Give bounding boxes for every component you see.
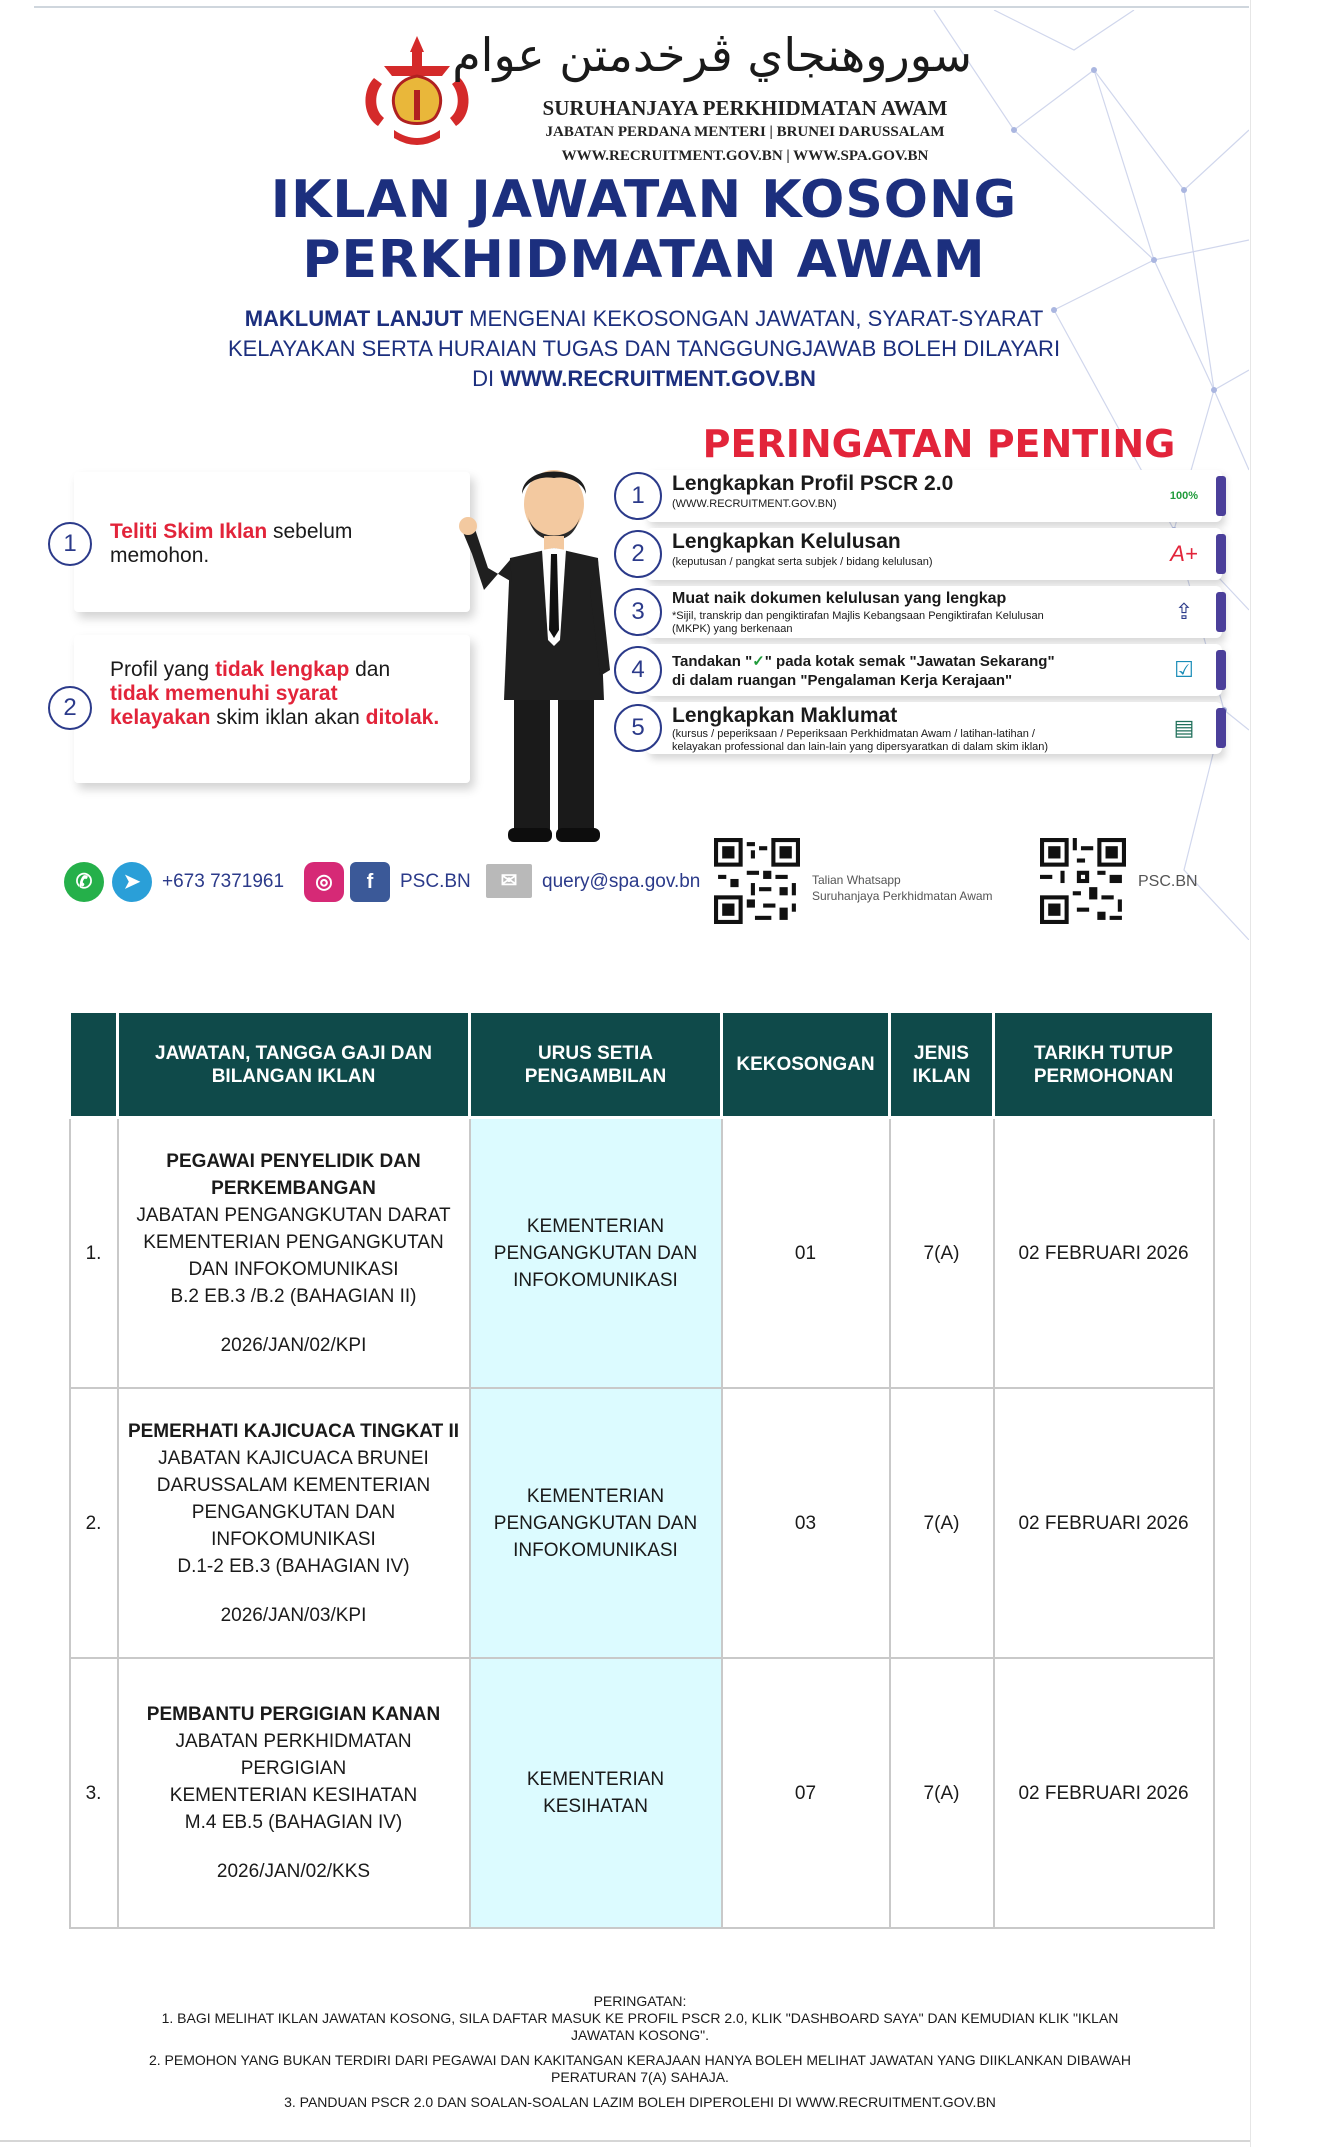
whatsapp-qr-code[interactable] (714, 838, 800, 924)
header-urus-setia: URUS SETIA PENGAMBILAN (470, 1012, 722, 1118)
info-line1-rest: MENGENAI KEKOSONGAN JAWATAN, SYARAT-SYARAT (463, 306, 1044, 331)
urus-setia-cell: KEMENTERIAN PENGANGKUTAN DAN INFOKOMUNIKASI (470, 1118, 722, 1389)
warning-item-bar (1216, 708, 1226, 748)
table-header-row (70, 1012, 1214, 1118)
header-no (70, 1012, 118, 1118)
jenis-iklan-cell: 7(A) (890, 1388, 994, 1658)
jawi-org-title: سوروهنجاي ڤرخدمتن عوام (452, 28, 972, 82)
left-warning-red-2c: ditolak. (365, 706, 440, 729)
tarikh-tutup-cell: 02 FEBRUARI 2026 (994, 1658, 1214, 1928)
bottom-divider (0, 2140, 1250, 2142)
jenis-iklan-cell: 7(A) (890, 1658, 994, 1928)
job-ministry: KEMENTERIAN KESIHATAN (169, 1785, 418, 1806)
whatsapp-icon[interactable]: ✆ (64, 862, 104, 902)
warning-item-bar (1216, 534, 1226, 574)
warning-item-3 (614, 586, 1234, 642)
left-warning-number-1: 1 (48, 522, 92, 566)
vacancy-table (68, 1010, 1215, 1929)
header-kekosongan: KEKOSONGAN (722, 1012, 890, 1118)
warning-item-heading-part1: Tandakan " (672, 653, 753, 670)
header-jenis-iklan: JENIS IKLAN (890, 1012, 994, 1118)
social-handle[interactable]: PSC.BN (400, 871, 471, 892)
spacer (127, 1310, 461, 1332)
instagram-icon[interactable]: ◎ (304, 862, 344, 902)
jawatan-cell (118, 1118, 470, 1389)
grade-a-plus-icon: A+ (1170, 541, 1198, 566)
org-subtitle: JABATAN PERDANA MENTERI | BRUNEI DARUSSALAM (545, 124, 945, 140)
warning-item-heading-part2: " pada kotak semak "Jawatan Sekarang" (764, 653, 1055, 670)
notes-heading: PERINGATAN: (593, 1993, 687, 2009)
note-3: 3. PANDUAN PSCR 2.0 DAN SOALAN-SOALAN LAZIM BOLEH DIPEROLEHI DI WWW.RECRUITMENT.GOV.BN (284, 2094, 996, 2110)
info-line1 (124, 306, 1164, 332)
warning-item-heading-line1 (672, 652, 1055, 670)
warning-item-heading: Lengkapkan Maklumat (672, 704, 898, 727)
urus-setia-cell: KEMENTERIAN KESIHATAN (470, 1658, 722, 1928)
jawatan-cell (118, 1658, 470, 1928)
kekosongan-cell: 03 (722, 1388, 890, 1658)
warning-item-sub: (WWW.RECRUITMENT.GOV.BN) (672, 498, 837, 510)
org-name: SURUHANJAYA PERKHIDMATAN AWAM (542, 96, 948, 120)
warning-item-2 (614, 528, 1234, 584)
psc-qr-caption: PSC.BN (1138, 873, 1198, 890)
urus-setia-cell: KEMENTERIAN PENGANGKUTAN DAN INFOKOMUNIKASI (470, 1388, 722, 1658)
job-reference: 2026/JAN/03/KPI (220, 1604, 367, 1626)
poster-title-line2: PERKHIDMATAN AWAM (302, 230, 986, 290)
qr-caption-line1: Talian Whatsapp (812, 873, 901, 887)
email-icon: ✉ (486, 864, 532, 898)
document-stack-icon: ▤ (1173, 715, 1195, 740)
row-number: 1. (70, 1118, 118, 1389)
warning-item-sub-2: kelayakan professional dan lain-lain yang dipersyaratkan di dalam skim iklan) (672, 741, 1049, 753)
telegram-icon[interactable]: ➤ (112, 862, 152, 902)
email-address[interactable]: query@spa.gov.bn (542, 871, 701, 892)
warning-item-number: 2 (614, 530, 662, 578)
battery-full-icon: 100% (1169, 490, 1199, 502)
qr-caption-line2: Suruhanjaya Perkhidmatan Awam (812, 889, 993, 903)
checkbox-icon: ☑ (1174, 657, 1194, 682)
kekosongan-cell: 07 (722, 1658, 890, 1928)
job-ministry: KEMENTERIAN PENGANGKUTAN DAN INFOKOMUNIKASI (143, 1231, 444, 1280)
warning-title: PERINGATAN PENTING (702, 422, 1176, 466)
left-warning-mid-2: dan (349, 658, 391, 681)
warning-item-number: 1 (614, 472, 662, 520)
left-warning-red-2b: tidak memenuhi syarat kelayakan (110, 682, 338, 729)
table-row (70, 1118, 1214, 1389)
warning-item-sub-2: (MKPK) yang berkenaan (672, 623, 793, 635)
tarikh-tutup-cell: 02 FEBRUARI 2026 (994, 1388, 1214, 1658)
warning-item-sub-1: *Sijil, transkrip dan pengiktirafan Majlis Kebangsaan Pengiktirafan Kelulusan (672, 610, 1044, 622)
org-websites: WWW.RECRUITMENT.GOV.BN | WWW.SPA.GOV.BN (561, 148, 929, 164)
recruitment-poster (34, 10, 1249, 940)
footer-notes (140, 1993, 1140, 2119)
warning-item-sub: (keputusan / pangkat serta subjek / bidang kelulusan) (672, 556, 933, 568)
phone-number[interactable]: +673 7371961 (162, 871, 285, 892)
warning-item-bar (1216, 592, 1226, 632)
jawatan-cell (118, 1388, 470, 1658)
job-title: PEGAWAI PENYELIDIK DAN PERKEMBANGAN (166, 1150, 421, 1199)
warning-item-heading: Lengkapkan Kelulusan (672, 530, 901, 553)
right-divider (1250, 0, 1251, 2147)
warning-item-bar (1216, 650, 1226, 690)
warning-item-heading: Lengkapkan Profil PSCR 2.0 (672, 472, 954, 495)
warning-item-heading: Muat naik dokumen kelulusan yang lengkap (672, 590, 1007, 607)
job-department: JABATAN PERKHIDMATAN PERGIGIAN (175, 1731, 412, 1779)
left-warning-pre-2: Profil yang (110, 658, 216, 681)
left-warning-text-1 (110, 520, 410, 568)
row-number: 3. (70, 1658, 118, 1928)
tarikh-tutup-cell: 02 FEBRUARI 2026 (994, 1118, 1214, 1389)
kekosongan-cell: 01 (722, 1118, 890, 1389)
job-grade: D.1-2 EB.3 (BAHAGIAN IV) (177, 1555, 410, 1577)
job-grade: B.2 EB.3 /B.2 (BAHAGIAN II) (170, 1285, 417, 1307)
job-grade: M.4 EB.5 (BAHAGIAN IV) (184, 1812, 403, 1833)
table-row (70, 1658, 1214, 1928)
warning-item-bar (1216, 476, 1226, 516)
warning-item-sub-1: (kursus / peperiksaan / Peperiksaan Perkhidmatan Awam / latihan-latihan / (672, 728, 1035, 740)
warning-item-number: 5 (614, 704, 662, 752)
warning-item-heading-line2: di dalam ruangan "Pengalaman Kerja Kerajaan" (672, 672, 1013, 689)
info-bold: MAKLUMAT LANJUT (244, 306, 464, 331)
spacer (127, 1580, 461, 1602)
row-number: 2. (70, 1388, 118, 1658)
facebook-icon[interactable]: f (350, 862, 390, 902)
info-line3-prefix: DI (472, 366, 501, 391)
left-warning-number-2: 2 (48, 686, 92, 730)
checkmark-icon: ✓ (752, 653, 765, 670)
job-title: PEMERHATI KAJICUACA TINGKAT II (127, 1420, 460, 1442)
job-title: PEMBANTU PERGIGIAN KANAN (146, 1704, 441, 1725)
spacer (127, 1836, 461, 1858)
left-warning-red-1: Teliti Skim Iklan (110, 520, 268, 543)
whatsapp-qr-caption (812, 872, 993, 904)
warning-item-5 (614, 702, 1234, 758)
poster-title-line1: IKLAN JAWATAN KOSONG (270, 170, 1018, 230)
note-1: 1. BAGI MELIHAT IKLAN JAWATAN KOSONG, SILA DAFTAR MASUK KE PROFIL PSCR 2.0, KLIK "DASHBOARD SAYA" DAN KEMUDIAN KLIK "IKLAN JAWATAN KOSONG". (161, 2010, 1119, 2043)
header-tarikh-tutup: TARIKH TUTUP PERMOHONAN (994, 1012, 1214, 1118)
left-warning-mid2-2: skim iklan akan (210, 706, 366, 729)
warning-item-number: 4 (614, 646, 662, 694)
warning-item-1 (614, 470, 1234, 526)
header-jawatan: JAWATAN, TANGGA GAJI DAN BILANGAN IKLAN (118, 1012, 470, 1118)
table-row (70, 1388, 1214, 1658)
top-divider (34, 6, 1249, 8)
info-line2: KELAYAKAN SERTA HURAIAN TUGAS DAN TANGGUNGJAWAB BOLEH DILAYARI (227, 336, 1061, 361)
left-warning-text-2 (110, 658, 440, 730)
job-department: JABATAN KAJICUACA BRUNEI DARUSSALAM KEMENTERIAN PENGANGKUTAN DAN INFOKOMUNIKASI (156, 1447, 431, 1550)
left-warning-rest-1: sebelum memohon. (110, 520, 353, 567)
job-reference: 2026/JAN/02/KKS (216, 1861, 371, 1882)
left-warning-red-2a: tidak lengkap (215, 658, 350, 681)
contact-strip (34, 830, 1249, 930)
info-line3 (124, 366, 1164, 392)
warning-item-number: 3 (614, 588, 662, 636)
note-2: 2. PEMOHON YANG BUKAN TERDIRI DARI PEGAWAI DAN KAKITANGAN KERAJAAN HANYA BOLEH MELIHAT JAWATAN YANG DIIKLANKAN DIBAWAH PERATURAN 7(A) SAHAJA. (148, 2052, 1131, 2085)
job-reference: 2026/JAN/02/KPI (220, 1334, 367, 1356)
upload-icon: ⇪ (1174, 599, 1194, 624)
recruitment-url[interactable]: WWW.RECRUITMENT.GOV.BN (500, 366, 816, 391)
psc-qr-code[interactable] (1040, 838, 1126, 924)
warning-item-4 (614, 644, 1234, 700)
job-department: JABATAN PENGANGKUTAN DARAT (136, 1204, 451, 1226)
jenis-iklan-cell: 7(A) (890, 1118, 994, 1389)
